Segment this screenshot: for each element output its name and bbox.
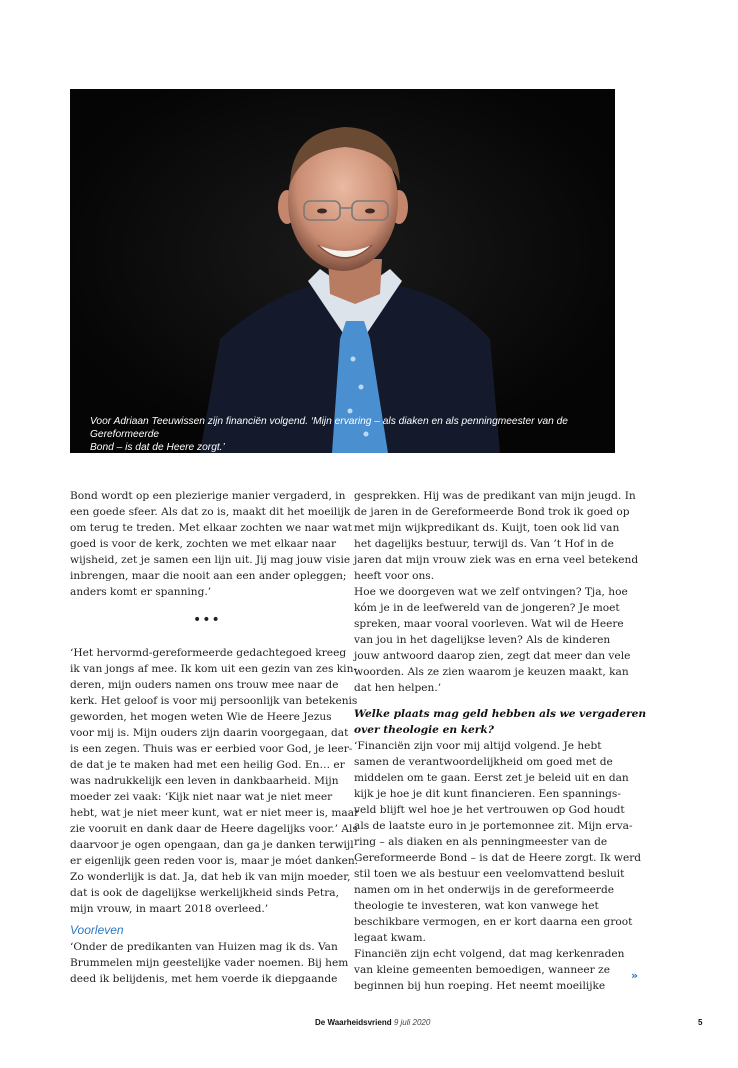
text-line: ‘Het hervormd-gereformeerde gedachtegoed kreeg <box>70 647 347 659</box>
right-column-top <box>354 488 639 696</box>
text-line: Brummelen mijn geestelijke vader noemen. Bij hem <box>70 957 349 969</box>
interview-question <box>354 706 646 738</box>
left-column-middle <box>70 645 360 917</box>
magazine-name: De Waarheidsvriend <box>315 1018 392 1027</box>
text-line: de dat je te maken had met een heilig God. En… er <box>70 759 345 771</box>
text-line: mijn vrouw, in maart 2018 overleed.’ <box>70 903 269 915</box>
text-line: voor mij is. Mijn ouders zijn daarin voorgegaan, dat <box>70 727 349 739</box>
text-line: stil toen we als bestuur een veelomvattend besluit <box>354 868 625 880</box>
text-line: om terug te treden. Met elkaar zochten we naar wat <box>70 522 352 534</box>
text-line: kerk. Het geloof is voor mij persoonlijk van betekenis <box>70 695 358 707</box>
text-line: Gereformeerde Bond – is dat de Heere zorgt. Ik werd <box>354 852 642 864</box>
issue-date: 9 juli 2020 <box>393 1018 431 1027</box>
photo-caption <box>90 415 590 453</box>
text-line: ring – als diaken en als penningmeester van de <box>354 836 608 848</box>
text-line: Bond wordt op een plezierige manier vergaderd, in <box>70 490 346 502</box>
left-column <box>70 488 352 600</box>
text-line: deren, mijn ouders namen ons trouw mee naar de <box>70 679 339 691</box>
text-line: middelen om te gaan. Eerst zet je beleid uit en dan <box>354 772 629 784</box>
text-line: is een zegen. Thuis was er eerbied voor God, je leer- <box>70 743 353 755</box>
text-line: van kleine gemeenten bemoedigen, wanneer ze <box>354 964 610 976</box>
text-line: een goede sfeer. Als dat zo is, maakt dit het moeilijk <box>70 506 351 518</box>
text-line: Financiën zijn echt volgend, dat mag kerkenraden <box>354 948 625 960</box>
text-line: deed ik belijdenis, met hem voerde ik diepgaande <box>70 973 338 985</box>
text-line: kijk je hoe je dit kunt financieren. Een spannings- <box>354 788 621 800</box>
caption-line: Bond – is dat de Heere zorgt.’ <box>90 442 225 453</box>
text-line: beschikbare vermogen, en er kort daarna een groot <box>354 916 633 928</box>
text-line: jouw antwoord daarop zien, zegt dat meer dan vele <box>354 650 631 662</box>
text-line: was nadrukkelijk een leven in dankbaarheid. Mijn <box>70 775 339 787</box>
text-line: geworden, het mogen weten Wie de Heere Jezus <box>70 711 332 723</box>
text-line: legaat kwam. <box>354 932 426 944</box>
text-line: gesprekken. Hij was de predikant van mijn jeugd. In <box>354 490 636 502</box>
text-line: dat hen helpen.’ <box>354 682 442 694</box>
text-line: ‘Onder de predikanten van Huizen mag ik ds. Van <box>70 941 338 953</box>
text-line: inbrengen, maar die nooit aan een ander opleggen; <box>70 570 347 582</box>
text-line: Hoe we doorgeven wat we zelf ontvingen? Tja, hoe <box>354 586 628 598</box>
text-line: van jou in het dagelijkse leven? Als de kinderen <box>354 634 611 646</box>
text-line: ‘Financiën zijn voor mij altijd volgend. Je hebt <box>354 740 602 752</box>
continue-arrow-icon: » <box>631 969 639 982</box>
text-line: anders komt er spanning.’ <box>70 586 212 598</box>
text-line: goed is voor de kerk, zochten we met elkaar naar <box>70 538 337 550</box>
text-line: hebt, wat je niet meer kunt, wat er niet meer is, maar <box>70 807 360 819</box>
text-line: daarvoor je ogen opengaan, dan ga je danken terwijl <box>70 839 354 851</box>
text-line: als de laatste euro in je portemonnee zit. Mijn erva- <box>354 820 633 832</box>
text-line: dat is ook de dagelijkse werkelijkheid sinds Petra, <box>70 887 339 899</box>
question-line: Welke plaats mag geld hebben als we vergaderen <box>354 708 647 720</box>
portrait-illustration <box>70 89 615 453</box>
text-line: beginnen bij hun roeping. Het neemt moeilijke <box>354 980 606 992</box>
section-subheading: Voorleven <box>70 923 124 937</box>
text-line: veld blijft wel hoe je het vertrouwen op God houdt <box>354 804 625 816</box>
page-footer <box>315 1018 430 1027</box>
question-line: over theologie en kerk? <box>354 724 494 736</box>
caption-line: Voor Adriaan Teeuwissen zijn financiën volgend. ‘Mijn ervaring – als diaken en als penningmeester van de Gereformeerde <box>90 416 568 440</box>
text-line: samen de verantwoordelijkheid om goed met de <box>354 756 613 768</box>
text-line: met mijn wijkpredikant ds. Kuijt, toen ook lid van <box>354 522 620 534</box>
text-line: ik van jongs af mee. Ik kom uit een gezin van zes kin- <box>70 663 357 675</box>
text-line: zie vooruit en dank daar de Heere dagelijks voor.’ Als <box>70 823 358 835</box>
page-number: 5 <box>698 1018 703 1027</box>
text-line: moeder zei vaak: ‘Kijk niet naar wat je niet meer <box>70 791 333 803</box>
text-line: kóm je in de leefwereld van de jongeren? Je moet <box>354 602 620 614</box>
text-line: wijsheid, zet je samen een lijn uit. Jij mag jouw visie <box>70 554 351 566</box>
section-separator: ••• <box>193 612 221 628</box>
text-line: het dagelijks bestuur, terwijl ds. Van ’t Hof in de <box>354 538 614 550</box>
text-line: woorden. Als ze zien waarom je keuzen maakt, kan <box>354 666 629 678</box>
text-line: theologie te investeren, wat kon vanwege het <box>354 900 599 912</box>
text-line: er eigenlijk geen reden voor is, maar je móet danken. <box>70 855 359 867</box>
text-line: de jaren in de Gereformeerde Bond trok ik goed op <box>354 506 630 518</box>
left-column-bottom <box>70 939 349 987</box>
text-line: heeft voor ons. <box>354 570 435 582</box>
text-line: Zo wonderlijk is dat. Ja, dat heb ik van mijn moeder, <box>70 871 351 883</box>
text-line: spreken, maar vooral voorleven. Wat wil de Heere <box>354 618 624 630</box>
text-line: jaren dat mijn vrouw ziek was en erna veel betekend <box>354 554 639 566</box>
text-line: namen om in het onderwijs in de gereformeerde <box>354 884 615 896</box>
portrait-photo <box>70 89 615 453</box>
right-column-bottom <box>354 738 642 994</box>
left-column-top <box>70 488 352 600</box>
